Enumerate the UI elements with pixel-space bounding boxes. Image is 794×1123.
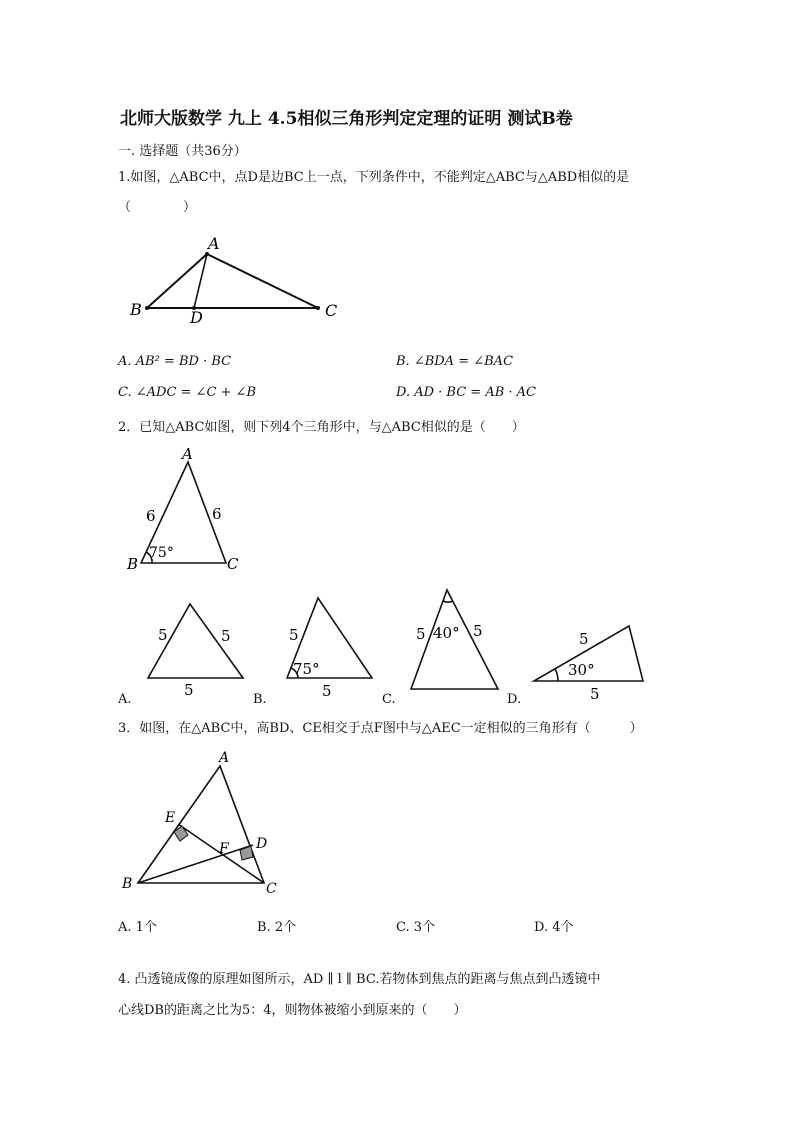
q4-stem-line2: 心线DB的距离之比为5：4，则物体被缩小到原来的（ ） <box>118 1003 467 1018</box>
page-title: 北师大版数学 九上 4.5相似三角形判定定理的证明 测试B卷 <box>120 109 573 129</box>
q3-label-e: E <box>165 810 176 826</box>
q2-d-side-bottom: 5 <box>590 685 600 703</box>
q3-option-a: A. 1个 <box>118 920 157 935</box>
q2-stem: 2．已知△ABC如图，则下列4个三角形中，与△ABC相似的是（ ） <box>118 420 525 435</box>
q2-b-side-left: 5 <box>289 626 299 644</box>
section-heading: 一. 选择题（共36分） <box>118 144 247 159</box>
q2-side-ab: 6 <box>146 507 156 525</box>
q3-label-f: F <box>219 841 229 857</box>
q3-option-b: B. 2个 <box>257 920 297 935</box>
q1-answer-paren: （ ） <box>118 200 197 215</box>
q2-a-side-left: 5 <box>158 626 168 644</box>
q2-b-angle: 75° <box>293 660 320 678</box>
q1-label-d: D <box>190 308 203 327</box>
q1-option-a: A. AB² = BD · BC <box>118 354 232 369</box>
q2-b-side-bottom: 5 <box>322 682 332 700</box>
q3-option-d: D. 4个 <box>534 920 574 935</box>
q2-option-a-label: A. <box>118 692 132 707</box>
q2-a-side-bottom: 5 <box>184 681 194 699</box>
q2-label-a: A <box>182 445 193 463</box>
q2-a-side-right: 5 <box>221 627 231 645</box>
q1-label-b: B <box>130 300 142 319</box>
q3-label-b: B <box>122 876 133 892</box>
q1-option-c: C. ∠ADC = ∠C + ∠B <box>118 385 256 400</box>
q2-option-d-label: D. <box>507 692 522 707</box>
q3-label-c: C <box>266 881 277 897</box>
q2-option-b-label: B. <box>253 692 267 707</box>
q2-c-side-left: 5 <box>416 625 426 643</box>
q3-option-c: C. 3个 <box>396 920 436 935</box>
q2-option-c-label: C. <box>382 692 396 707</box>
q1-stem: 1.如图，△ABC中，点D是边BC上一点，下列条件中，不能判定△ABC与△ABD相似的是 <box>118 170 630 185</box>
q2-d-side-top: 5 <box>579 630 589 648</box>
q2-label-c: C <box>227 555 239 573</box>
q2-angle-b: 75° <box>149 545 174 561</box>
q2-c-side-right: 5 <box>473 622 483 640</box>
q2-label-b: B <box>127 555 139 573</box>
q1-option-b: B. ∠BDA = ∠BAC <box>396 354 514 369</box>
q1-option-d: D. AD · BC = AB · AC <box>396 385 537 400</box>
q2-c-angle: 40° <box>433 624 460 642</box>
q1-label-c: C <box>325 301 338 320</box>
q4-stem-line1: 4. 凸透镜成像的原理如图所示，AD ∥ l ∥ BC.若物体到焦点的距离与焦点到凸透镜中 <box>118 972 601 987</box>
q3-stem: 3．如图，在△ABC中，高BD、CE相交于点F图中与△AEC一定相似的三角形有（ ） <box>118 721 643 736</box>
q1-label-a: A <box>208 234 220 253</box>
q3-label-a: A <box>219 750 230 766</box>
q3-label-d: D <box>256 836 268 852</box>
q2-side-ac: 6 <box>212 505 222 523</box>
q2-d-angle: 30° <box>568 661 595 679</box>
